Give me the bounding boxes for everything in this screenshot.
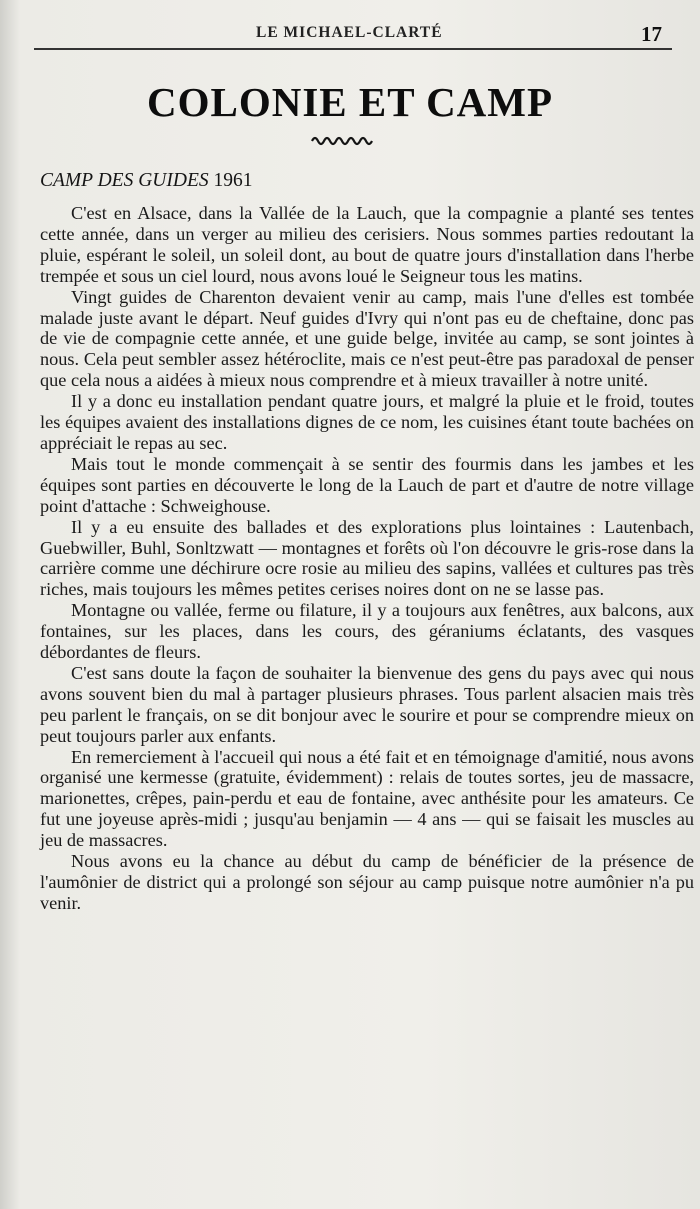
- running-header-title: LE MICHAEL-CLARTÉ: [256, 24, 443, 41]
- paragraph: Il y a donc eu installation pendant quatre jours, et malgré la pluie et le froid, toutes les équipes avaient des installations dignes de ce nom, les cuisines étant toute bachées on appréciait le repas au sec.: [40, 391, 694, 453]
- wavy-ornament-icon: [311, 134, 375, 146]
- paragraph: C'est sans doute la façon de souhaiter la bienvenue des gens du pays avec qui nous avons souvent bien du mal à partager plusieurs phrases. Tous parlent alsacien mais très peu parlent le français, on se dit bonjour avec le sourire et pour se comprendre mieux on peut toujours parler aux enfants.: [40, 662, 694, 746]
- paragraph: C'est en Alsace, dans la Vallée de la Lauch, que la compagnie a planté ses tentes cette année, dans un verger au milieu des cerisiers. Nous sommes parties redoutant la pluie, espérant le soleil, un soleil dont, au bout de quatre jours d'installation dans l'herbe trempée et sous un ciel lourd, nous avons loué le Seigneur tous les matins.: [40, 203, 694, 286]
- section-subheading: [40, 170, 253, 192]
- paragraph: Il y a eu ensuite des ballades et des explorations plus lointaines : Lautenbach, Guebwiller, Buhl, Sonltzwatt — montagnes et forêts où l'on découvre le gris-rose dans la carrière comme une déchirure ocre rosie au milieu des sapins, vallées et cultures pas très riches, mais toujours les mêmes petites cerises noires dont on ne se lasse pas.: [40, 516, 694, 600]
- paragraph: Vingt guides de Charenton devaient venir au camp, mais l'une d'elles est tombée malade juste avant le départ. Neuf guides d'Ivry qui n'ont pas eu de cheftaine, donc pas de vie de compagnie cette année, et une guide belge, invitée au camp, se sont jointes à nous. Cela peut sembler assez hétéroclite, mais ce n'est peut-être pas paradoxal de penser que cela nous a aidées à mieux nous comprendre et à mieux travailler à notre unité.: [40, 286, 694, 391]
- paragraph: Mais tout le monde commençait à se sentir des fourmis dans les jambes et les équipes sont parties en découverte le long de la Lauch de part et d'autre de notre village point d'attache : Schweighouse.: [40, 453, 694, 516]
- paragraph: En remerciement à l'accueil qui nous a été fait et en témoignage d'amitié, nous avons organisé une kermesse (gratuite, évidemment) : relais de toutes sortes, jeu de massacre, marionettes, crêpes, pain-perdu et eau de fontaine, avec anthésite pour les amateurs. Ce fut une joyeuse après-midi ; jusqu'au benjamin — 4 ans — qui se faisait les muscles au jeu de massacres.: [40, 746, 694, 851]
- subheading-year: 1961: [213, 170, 253, 191]
- page-number: 17: [641, 22, 662, 46]
- paragraph: Nous avons eu la chance au début du camp de bénéficier de la présence de l'aumônier de district qui a prolongé son séjour au camp puisque notre aumônier n'a pu venir.: [40, 851, 694, 913]
- header-rule: [34, 48, 672, 50]
- article-body: [40, 203, 694, 914]
- subheading-label: CAMP DES GUIDES: [40, 170, 209, 191]
- paragraph: Montagne ou vallée, ferme ou filature, il y a toujours aux fenêtres, aux balcons, aux fontaines, sur les places, dans les cours, des géraniums éclatants, des vasques débordantes de fleurs.: [40, 600, 694, 663]
- article-title: COLONIE ET CAMP: [146, 79, 554, 125]
